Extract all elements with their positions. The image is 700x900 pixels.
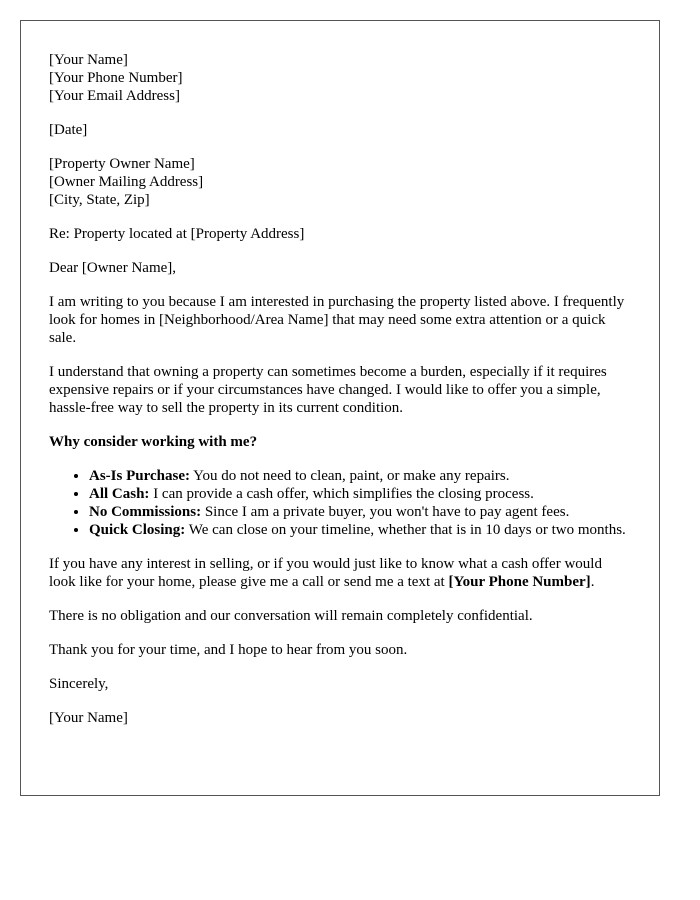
paragraph-burden: I understand that owning a property can sometimes become a burden, especially if it requires expensive repairs or if your circumstances have changed. I would like to offer you a simple, hassle-free way to sell the property in its current condition. — [49, 364, 607, 416]
recipient-block — [49, 155, 631, 209]
recipient-city-state-zip: [City, State, Zip] — [49, 192, 150, 208]
letter-page — [20, 20, 660, 796]
benefit-title: No Commissions: — [89, 504, 202, 520]
benefit-text: We can close on your timeline, whether that is in 10 days or two months. — [185, 522, 626, 538]
benefit-title: As-Is Purchase: — [89, 468, 190, 484]
benefit-item — [89, 503, 631, 521]
paragraph-thanks: Thank you for your time, and I hope to hear from you soon. — [49, 642, 408, 658]
recipient-name: [Property Owner Name] — [49, 156, 195, 172]
benefits-heading: Why consider working with me? — [49, 434, 258, 450]
sender-phone: [Your Phone Number] — [49, 70, 183, 86]
sender-block — [49, 51, 631, 105]
benefit-item — [89, 521, 631, 539]
letter-date: [Date] — [49, 122, 88, 138]
benefit-text: I can provide a cash offer, which simplifies the closing process. — [149, 486, 534, 502]
benefit-title: All Cash: — [89, 486, 150, 502]
benefits-list — [49, 467, 631, 539]
contact-end: . — [590, 574, 595, 590]
contact-text: If you have any interest in selling, or if you would just like to know what a cash offer would look like for your home, please give me a call or send me a text at — [49, 556, 602, 590]
signature: [Your Name] — [49, 710, 128, 726]
paragraph-intro: I am writing to you because I am interested in purchasing the property listed above. I frequently look for homes in [Neighborhood/Area Name] that may need some extra attention or a quick sale. — [49, 294, 625, 346]
paragraph-confidential: There is no obligation and our conversation will remain completely confidential. — [49, 608, 533, 624]
closing: Sincerely, — [49, 676, 109, 692]
date-block — [49, 121, 631, 139]
sender-name: [Your Name] — [49, 52, 128, 68]
re-line: Re: Property located at [Property Address] — [49, 226, 305, 242]
sender-email: [Your Email Address] — [49, 88, 180, 104]
benefit-text: Since I am a private buyer, you won't have to pay agent fees. — [201, 504, 570, 520]
benefit-item — [89, 467, 631, 485]
benefit-title: Quick Closing: — [89, 522, 186, 538]
paragraph-contact — [49, 555, 631, 591]
contact-phone: [Your Phone Number] — [448, 574, 591, 590]
benefit-item — [89, 485, 631, 503]
benefit-text: You do not need to clean, paint, or make any repairs. — [189, 468, 510, 484]
salutation: Dear [Owner Name], — [49, 260, 177, 276]
recipient-address: [Owner Mailing Address] — [49, 174, 204, 190]
